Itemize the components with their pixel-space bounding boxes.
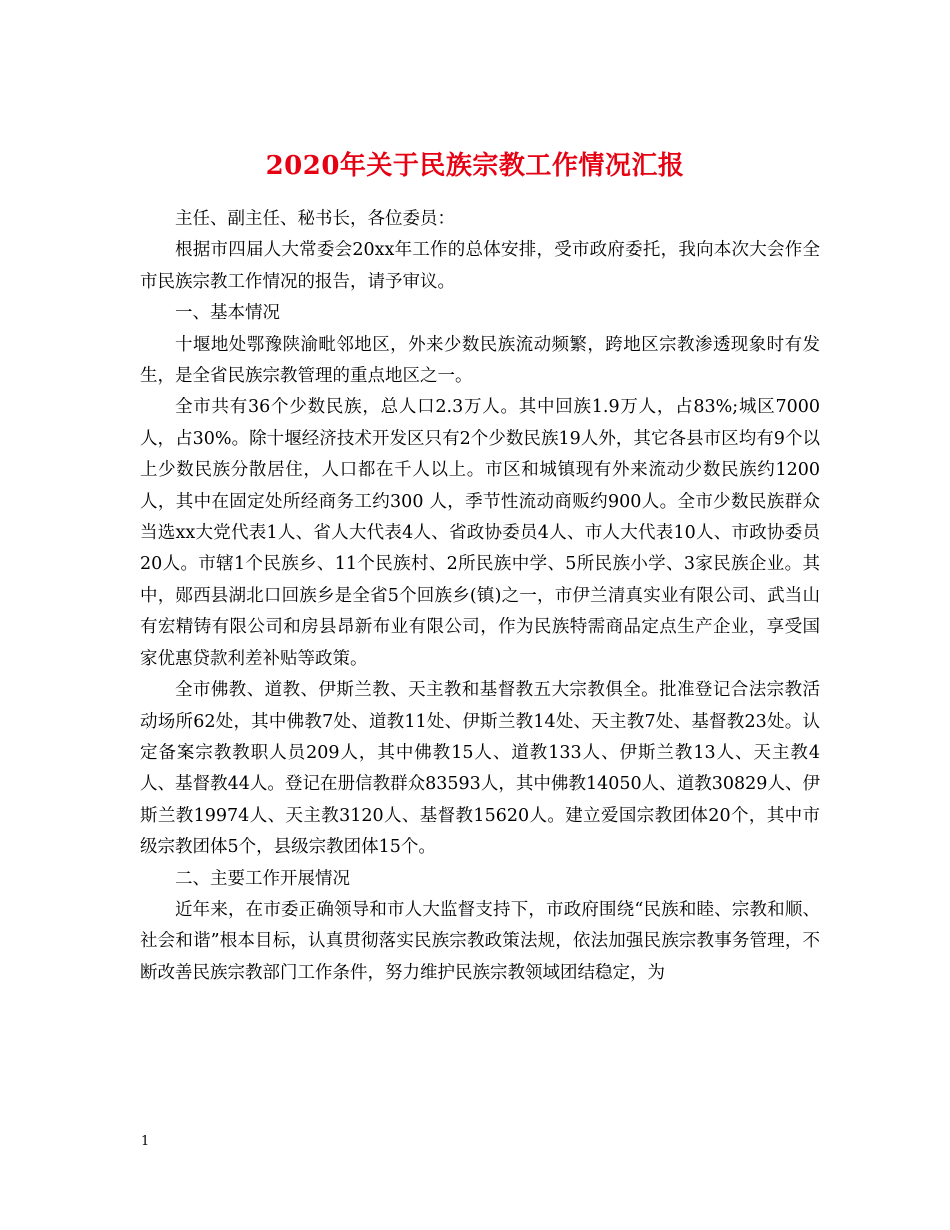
paragraph-religion-statistics: 全市佛教、道教、伊斯兰教、天主教和基督教五大宗教俱全。批准登记合法宗教活动场所62处，其中佛教7处、道教11处、伊斯兰教14处、天主教7处、基督教23处。认定备案宗教教职人员209人，其中佛教15人、道教133人、伊斯兰教13人、天主教4人、基督教44人。登记在册信教群众83593人，其中佛教14050人、道教30829人、伊斯兰教19974人、天主教3120人、基督教15620人。建立爱国宗教团体20个，其中市级宗教团体5个，县级宗教团体15个。 xyxy=(140,680,820,858)
page-number: 1 xyxy=(141,1134,150,1149)
document-body xyxy=(140,204,820,989)
salutation: 主任、副主任、秘书长，各位委员： xyxy=(175,209,455,229)
paragraph-ethnic-population: 全市共有36个少数民族，总人口2.3万人。其中回族1.9万人，占83%;城区7000人，占30%。除十堰经济技术开发区只有2个少数民族19人外，其它各县市区均有9个以上少数民族分散居住，人口都在千人以上。市区和城镇现有外来流动少数民族约1200人，其中在固定处所经商务工约300 人，季节性流动商贩约900人。全市少数民族群众当选xx大党代表1人、省人大代表4人、省政协委员4人、市人大代表10人、市政协委员20人。市辖1个民族乡、11个民族村、2所民族中学、5所民族小学、3家民族企业。其中，郧西县湖北口回族乡是全省5个回族乡(镇)之一，市伊兰清真实业有限公司、武当山有宏精铸有限公司和房县昂新布业有限公司，作为民族特需商品定点生产企业，享受国家优惠贷款利差补贴等政策。 xyxy=(140,397,820,669)
paragraph-intro: 根据市四届人大常委会20xx年工作的总体安排，受市政府委托，我向本次大会作全市民族宗教工作情况的报告，请予审议。 xyxy=(140,240,820,292)
paragraph-recent-work: 近年来，在市委正确领导和市人大监督支持下，市政府围绕“民族和睦、宗教和顺、社会和谐”根本目标，认真贯彻落实民族宗教政策法规，依法加强民族宗教事务管理，不断改善民族宗教部门工作条件，努力维护民族宗教领域团结稳定，为 xyxy=(140,899,820,983)
paragraph-location: 十堰地处鄂豫陕渝毗邻地区，外来少数民族流动频繁，跨地区宗教渗透现象时有发生，是全省民族宗教管理的重点地区之一。 xyxy=(140,334,820,387)
section-heading-basic-situation: 一、基本情况 xyxy=(175,303,280,324)
document-title: 2020年关于民族宗教工作情况汇报 xyxy=(265,151,685,182)
section-heading-main-work: 二、主要工作开展情况 xyxy=(175,868,350,889)
